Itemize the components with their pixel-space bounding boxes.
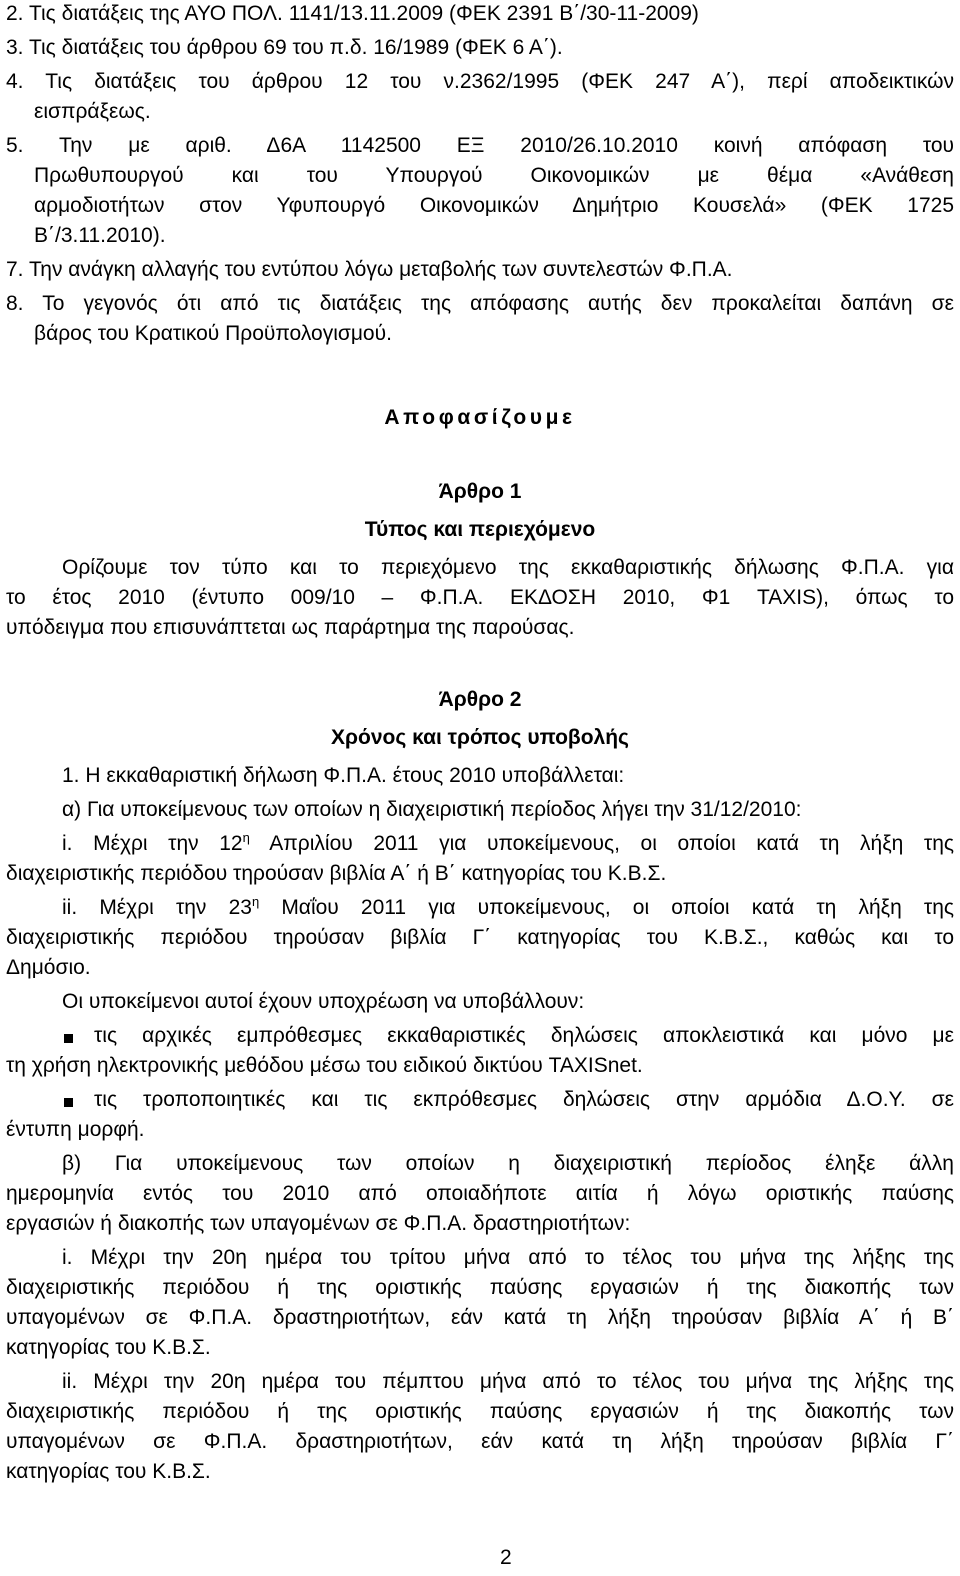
item-5-line-1: 5. Την με αριθ. Δ6Α 1142500 ΕΞ 2010/26.10.2010 κοινή απόφαση του [6,134,954,157]
case-b-i-line-4: κατηγορίας του Κ.Β.Σ. [6,1336,211,1359]
case-b-line-1: β) Για υποκείμενους των οποίων η διαχειριστική περίοδος έληξε άλλη [62,1152,954,1175]
item-4-line-1: 4. Τις διατάξεις του άρθρου 12 του ν.2362/1995 (ΦΕΚ 247 Α΄), περί αποδεικτικών [6,70,954,93]
item-5-line-3: αρμοδιοτήτων στον Υφυπουργό Οικονομικών Δημήτριο Κουσελά» (ΦΕΚ 1725 [34,194,954,217]
item-2: 2. Τις διατάξεις της ΑΥΟ ΠΟΛ. 1141/13.11.2009 (ΦΕΚ 2391 Β΄/30-11-2009) [6,2,699,25]
case-a-line-1: α) Για υποκείμενους των οποίων η διαχειριστική περίοδος λήγει την 31/12/2010: [62,798,802,821]
page-number: 2 [500,1546,512,1569]
article-1-line-3: υπόδειγμα που επισυνάπτεται ως παράρτημα της παρούσας. [6,616,575,639]
case-b-i-line-1: i. Μέχρι την 20η ημέρα του τρίτου μήνα από το τέλος του μήνα της λήξης της [62,1246,954,1269]
case-a-i-line-1: i. Μέχρι την $12^\eta$ Απριλίου 2011 για υποκείμενους, οι οποίοι κατά τη λήξη της [62,830,955,855]
bullet-1-line-1: τις αρχικές εμπρόθεσμες εκκαθαριστικές δηλώσεις αποκλειστικά και μόνο με [94,1024,954,1047]
bullet-2-line-2: έντυπη μορφή. [6,1118,145,1141]
item-4-line-2: εισπράξεως. [34,100,151,123]
case-b-line-2: ημερομηνία εντός του 2010 από οποιαδήποτε αιτία ή λόγω οριστικής παύσης [6,1182,954,1205]
item-8-line-2: βάρος του Κρατικού Προϋπολογισμού. [34,322,392,345]
bullet-square-icon [64,1034,73,1043]
article-1-number: Άρθρο 1 [438,480,522,503]
article-1-line-1: Ορίζουμε τον τύπο και το περιεχόμενο της εκκαθαριστικής δήλωσης Φ.Π.Α. για [62,556,954,579]
article-1-line-2: το έτος 2010 (έντυπο 009/10 – Φ.Π.Α. ΕΚΔΟΣΗ 2010, Φ1 TAXIS), όπως το [6,586,954,609]
case-b-i-line-3: υπαγομένων σε Φ.Π.Α. δραστηριοτήτων, εάν κατά τη λήξη τηρούσαν βιβλία Α΄ ή Β΄ [6,1306,954,1329]
obligation-intro: Οι υποκείμενοι αυτοί έχουν υποχρέωση να υποβάλλουν: [62,990,585,1013]
item-8-line-1: 8. Το γεγονός ότι από τις διατάξεις της απόφασης αυτής δεν προκαλείται δαπάνη σε [6,292,954,315]
item-3: 3. Τις διατάξεις του άρθρου 69 του π.δ. 16/1989 (ΦΕΚ 6 Α΄). [6,36,563,59]
item-5-line-2: Πρωθυπουργού και του Υπουργού Οικονομικών με θέμα «Ανάθεση [34,164,954,187]
bullet-square-icon [64,1098,73,1107]
case-a-ii-line-2: διαχειριστικής περιόδου τηρούσαν βιβλία Γ΄ κατηγορίας του Κ.Β.Σ., καθώς και το [6,926,954,949]
bullet-1-line-2: τη χρήση ηλεκτρονικής μεθόδου μέσω του ειδικού δικτύου TAXISnet. [6,1054,643,1077]
case-b-ii-line-3: υπαγομένων σε Φ.Π.Α. δραστηριοτήτων, εάν κατά τη λήξη τηρούσαν βιβλία Γ΄ [6,1430,954,1453]
case-a-ii-line-1: ii. Μέχρι την $23^\eta$ Μαΐου 2011 για υποκείμενους, οι οποίοι κατά τη λήξη της [62,894,954,919]
case-a-i-line-2: διαχειριστικής περιόδου τηρούσαν βιβλία Α΄ ή Β΄ κατηγορίας του Κ.Β.Σ. [6,862,667,885]
case-b-ii-line-4: κατηγορίας του Κ.Β.Σ. [6,1460,211,1483]
case-b-line-3: εργασιών ή διακοπής των υπαγομένων σε Φ.Π.Α. δραστηριοτήτων: [6,1212,631,1235]
decision-heading: Αποφασίζουμε [384,406,576,429]
item-7: 7. Την ανάγκη αλλαγής του εντύπου λόγω μεταβολής των συντελεστών Φ.Π.Α. [6,258,733,281]
case-b-ii-line-2: διαχειριστικής περιόδου ή της οριστικής παύσης εργασιών ή της διακοπής των [6,1400,954,1423]
article-2-number: Άρθρο 2 [438,688,522,711]
item-5-line-4: Β΄/3.11.2010). [34,224,166,247]
bullet-2-line-1: τις τροποποιητικές και τις εκπρόθεσμες δηλώσεις στην αρμόδια Δ.Ο.Υ. σε [94,1088,954,1111]
article-2-title: Χρόνος και τρόπος υποβολής [331,726,629,749]
case-a-ii-line-3: Δημόσιο. [6,956,91,979]
case-b-ii-line-1: ii. Μέχρι την 20η ημέρα του πέμπτου μήνα από το τέλος του μήνα της λήξης της [62,1370,954,1393]
article-2-paragraph-1: 1. Η εκκαθαριστική δήλωση Φ.Π.Α. έτους 2010 υποβάλλεται: [62,764,625,787]
case-b-i-line-2: διαχειριστικής περιόδου ή της οριστικής παύσης εργασιών ή της διακοπής των [6,1276,954,1299]
article-1-title: Τύπος και περιεχόμενο [364,518,596,541]
